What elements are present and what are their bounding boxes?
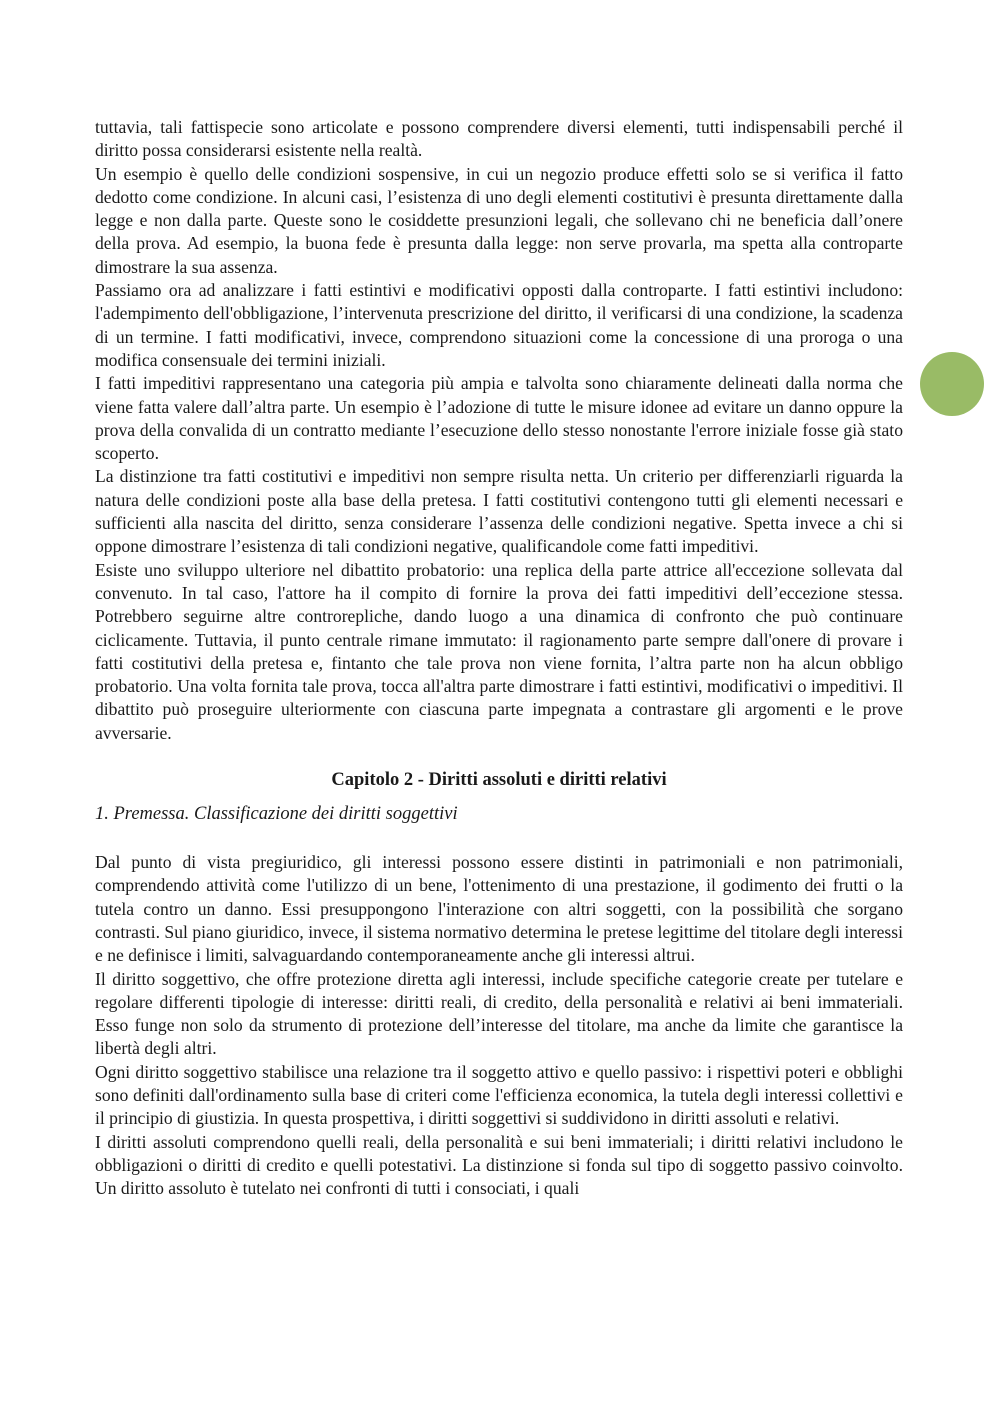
paragraph: Esiste uno sviluppo ulteriore nel dibattito probatorio: una replica della parte attrice all'eccezione sollevata dal convenuto. In tal caso, l'attore ha il compito di fornire la prova dei fatti impeditivi dell’eccezione stessa. Potrebbero seguirne altre controrepliche, dando luogo a una dinamica di confronto che può continuare ciclicamente. Tuttavia, il punto centrale rimane immutato: il ragionamento parte sempre dall'onere di provare i fatti costitutivi della pretesa e, fintanto che tale prova non viene fornita, l’altra parte non ha alcun obbligo probatorio. Una volta fornita tale prova, tocca all'altra parte dimostrare i fatti estintivi, modificativi o impeditivi. Il dibattito può proseguire ulteriormente con ciascuna parte impegnata a contrastare gli argomenti e le prove avversarie.	[95, 559, 903, 743]
paragraph: La distinzione tra fatti costitutivi e impeditivi non sempre risulta netta. Un criterio per differenziarli riguarda la natura delle condizioni poste alla base della pretesa. I fatti costitutivi contengono tutti gli elementi necessari e sufficienti alla nascita del diritto, senza considerare l’assenza delle condizioni negative. Spetta invece a chi si oppone dimostrare l’esistenza di tali condizioni negative, qualificandole come fatti impeditivi.	[95, 466, 903, 557]
paragraph: tuttavia, tali fattispecie sono articolate e possono comprendere diversi elementi, tutti indispensabili perché il diritto possa considerarsi esistente nella realtà.	[95, 117, 903, 161]
body-text	[95, 116, 903, 1200]
paragraph: I fatti impeditivi rappresentano una categoria più ampia e talvolta sono chiaramente delineati dalla norma che viene fatta valere dall’altra parte. Un esempio è l’adozione di tutte le misure idonee ad evitare un danno oppure la prova della convalida di un contratto mediante l’esecuzione dello stesso nonostante l'errore iniziale fosse già stato scoperto.	[95, 373, 903, 464]
spacer	[95, 827, 903, 851]
paragraph: Un esempio è quello delle condizioni sospensive, in cui un negozio produce effetti solo se si verifica il fatto dedotto come condizione. In alcuni casi, l’esistenza di uno degli elementi costitutivi è presunta direttamente dalla legge e non dalla parte. Queste sono le cosiddette presunzioni legali, che sollevano chi ne beneficia dall’onere della prova. Ad esempio, la buona fede è presunta dalla legge: non serve provarla, ma spetta alla controparte dimostrare la sua assenza.	[95, 163, 903, 277]
paragraph: Dal punto di vista pregiuridico, gli interessi possono essere distinti in patrimoniali e non patrimoniali, comprendendo attività come l'utilizzo di un bene, l'ottenimento di una prestazione, il godimento dei frutti o la tutela contro un danno. Essi presuppongono l'interazione con altri soggetti, con la possibilità che sorgano contrasti. Sul piano giuridico, invece, il sistema normativo determina le pretese legittime del titolare degli interessi e ne definisce i limiti, salvaguardando contemporaneamente anche gli interessi altrui.	[95, 852, 903, 966]
chapter-title: Capitolo 2 - Diritti assoluti e diritti relativi	[331, 770, 667, 791]
paragraph: Ogni diritto soggettivo stabilisce una relazione tra il soggetto attivo e quello passivo: i rispettivi poteri e obblighi sono definiti dall'ordinamento sulla base di criteri come l'efficienza economica, la tutela degli interessi collettivi e il principio di giustizia. In questa prospettiva, i diritti soggettivi si suddividono in diritti assoluti e relativi.	[95, 1061, 903, 1129]
green-circle-decoration	[920, 352, 984, 416]
paragraph: I diritti assoluti comprendono quelli reali, della personalità e sui beni immateriali; i diritti relativi includono le obbligazioni o diritti di credito e quelli potestativi. La distinzione si fonda sul tipo di soggetto passivo coinvolto. Un diritto assoluto è tutelato nei confronti di tutti i consociati, i quali	[95, 1131, 903, 1199]
paragraph: Il diritto soggettivo, che offre protezione diretta agli interessi, include specifiche categorie create per tutelare e regolare differenti tipologie di interesse: diritti reali, di credito, della personalità e relativi ai beni immateriali. Esso funge non solo da strumento di protezione dell’interesse del titolare, ma anche da limite che garantisce la libertà degli altri.	[95, 968, 903, 1059]
section-title: 1. Premessa. Classificazione dei diritti soggettivi	[95, 804, 458, 825]
paragraph: Passiamo ora ad analizzare i fatti estintivi e modificativi opposti dalla controparte. I fatti estintivi includono: l'adempimento dell'obbligazione, l’intervenuta prescrizione del diritto, il verificarsi di una condizione, la scadenza di un termine. I fatti modificativi, invece, comprendono situazioni come la concessione di una proroga o una modifica consensuale dei termini iniziali.	[95, 280, 903, 370]
